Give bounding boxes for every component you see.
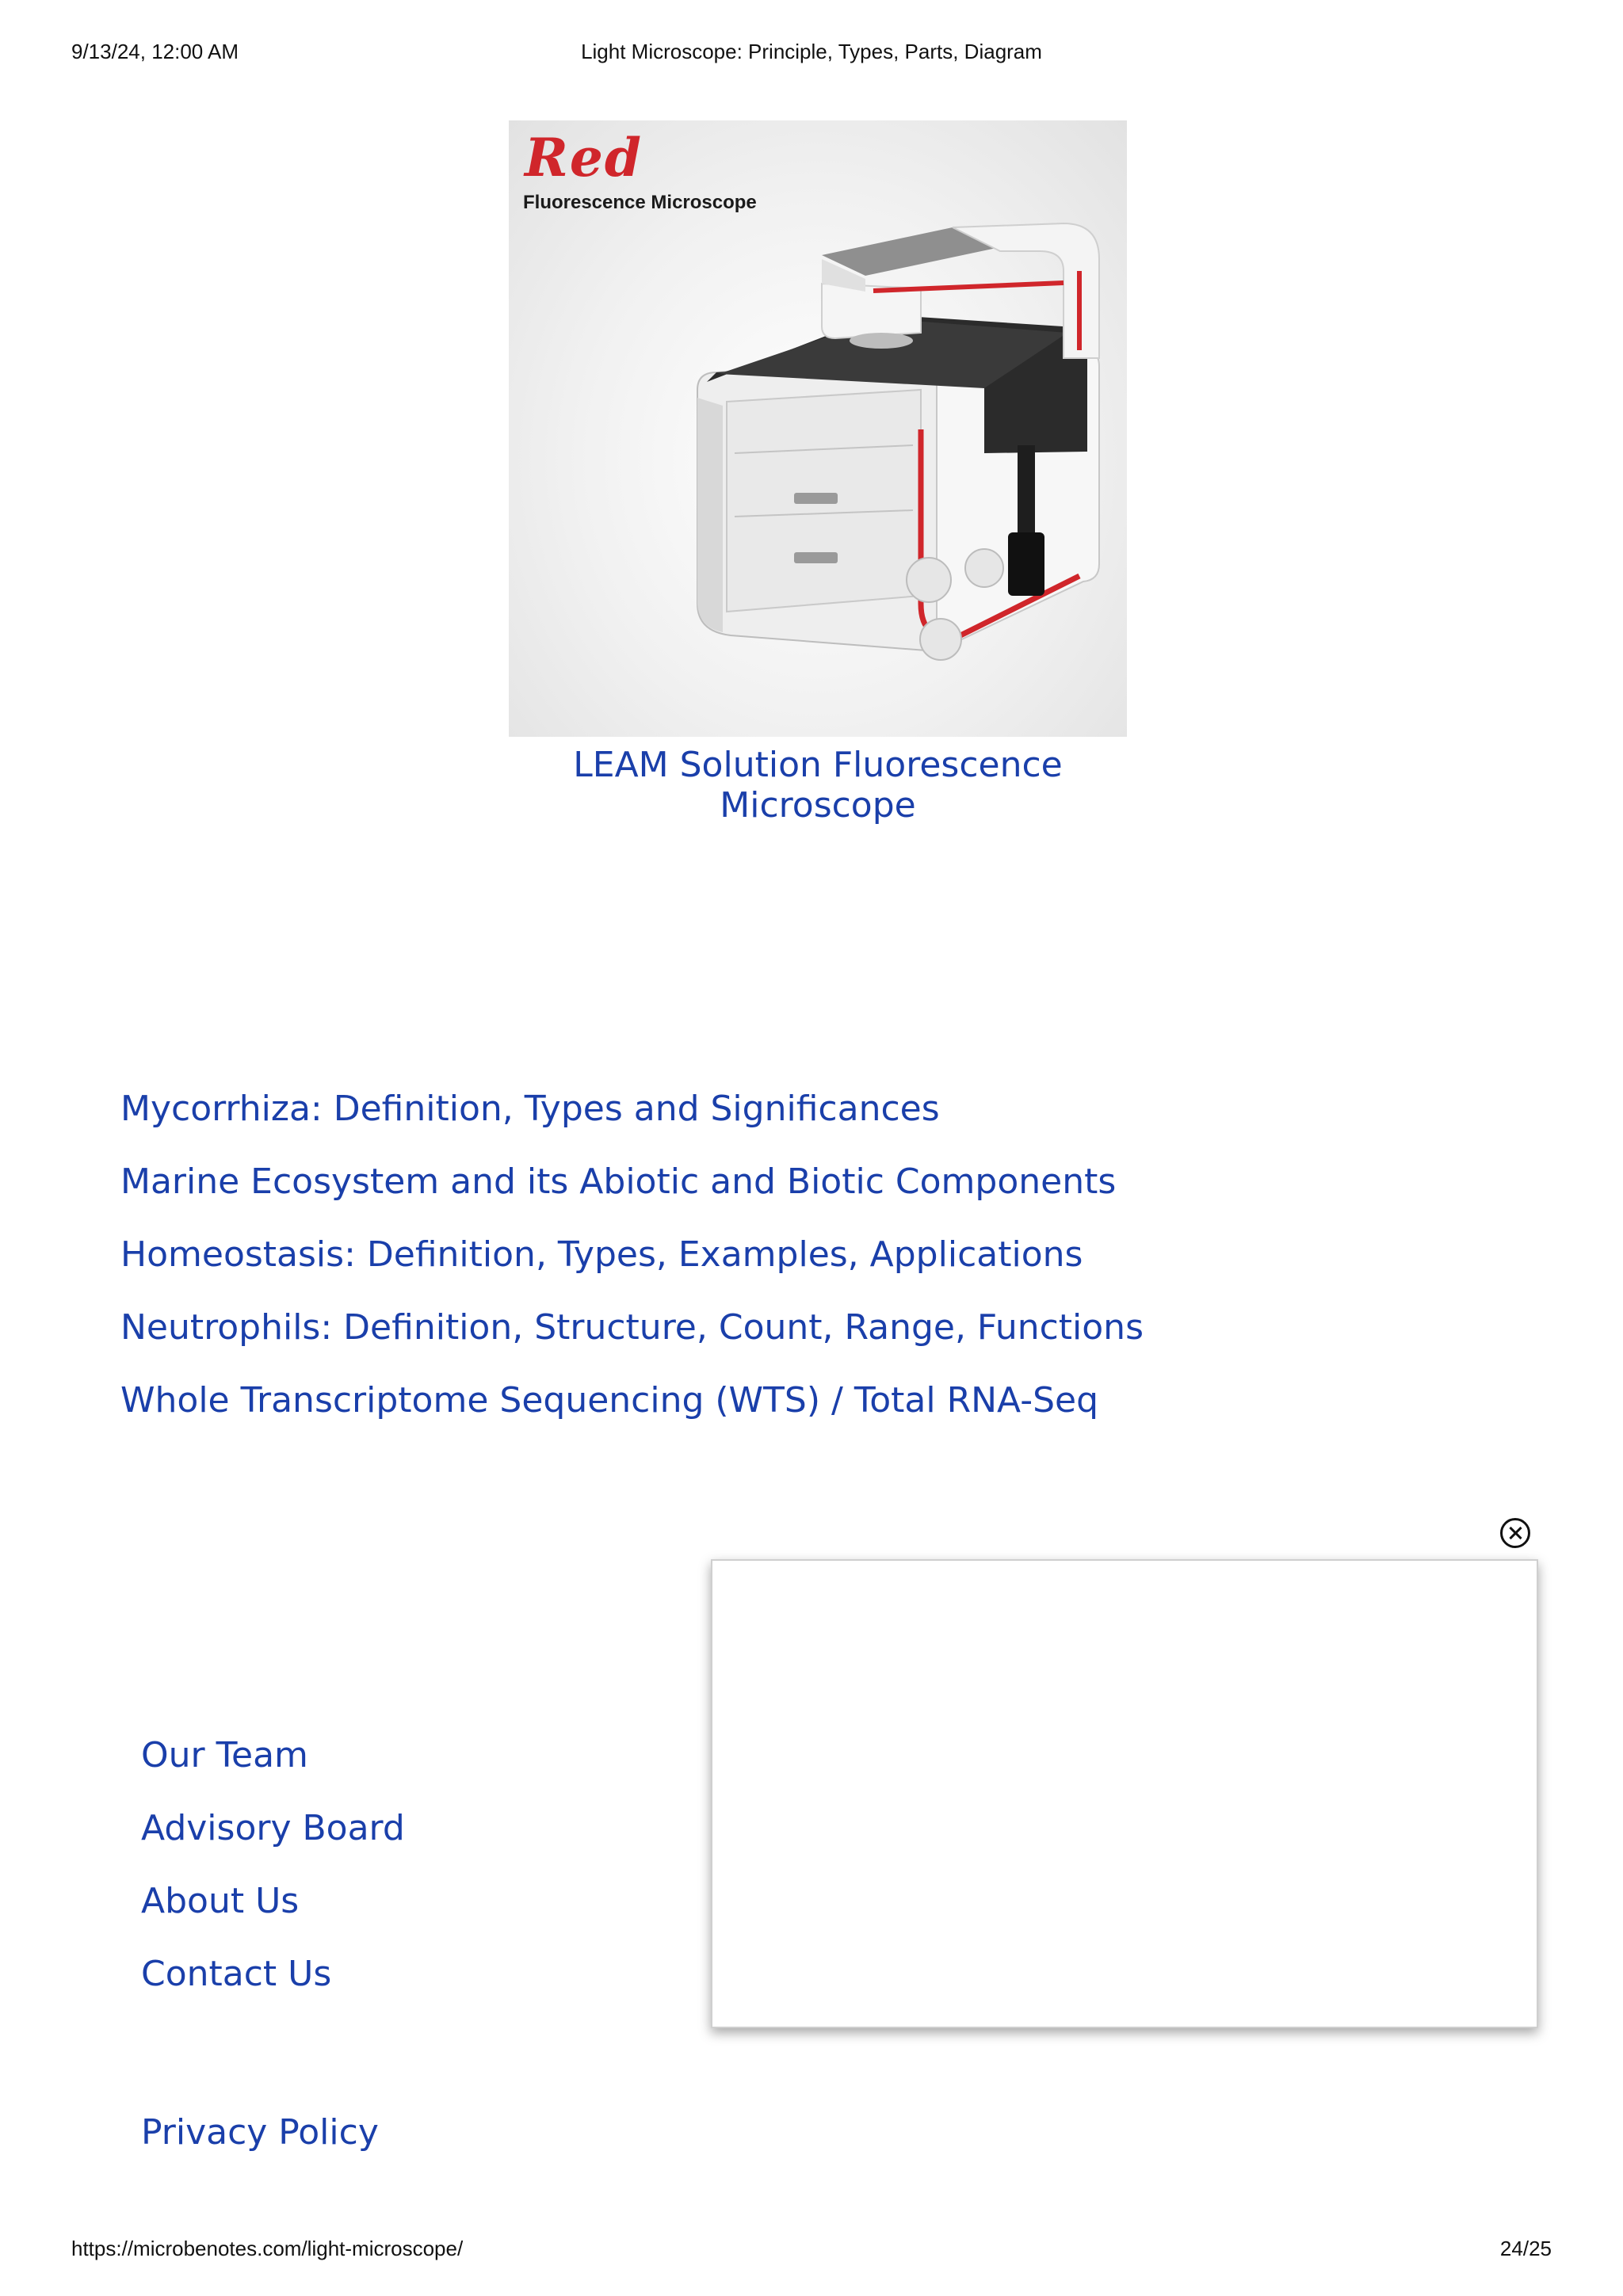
ad-brand-logo: Red — [525, 127, 643, 189]
related-posts-list — [120, 1085, 1144, 1450]
ad-caption-link[interactable]: LEAM Solution Fluorescence Microscope — [573, 745, 1063, 826]
related-post-link[interactable]: Homeostasis: Definition, Types, Examples, Applications — [120, 1234, 1083, 1275]
footer-links-list — [141, 1732, 405, 2023]
related-post-link[interactable]: Marine Ecosystem and its Abiotic and Biotic Components — [120, 1161, 1117, 1202]
footer-link-about-us[interactable]: About Us — [141, 1881, 300, 1921]
print-page-number: 24/25 — [1499, 2237, 1552, 2260]
print-page-title: Light Microscope: Principle, Types, Parts, Diagram — [581, 40, 1042, 63]
ad-product-label: Fluorescence Microscope — [523, 192, 757, 213]
print-datetime: 9/13/24, 12:00 AM — [71, 40, 239, 63]
footer-link-advisory-board[interactable]: Advisory Board — [141, 1808, 405, 1848]
print-url: https://microbenotes.com/light-microscope/ — [71, 2237, 464, 2260]
footer-link-contact-us[interactable]: Contact Us — [141, 1954, 332, 1994]
ad-product-image[interactable] — [509, 120, 1127, 737]
related-post-link[interactable]: Mycorrhiza: Definition, Types and Significances — [120, 1089, 940, 1129]
print-header — [0, 40, 1623, 68]
close-circle-icon[interactable] — [1500, 1518, 1530, 1548]
footer-link-our-team[interactable]: Our Team — [141, 1735, 308, 1775]
privacy-policy-link[interactable]: Privacy Policy — [141, 2112, 379, 2153]
microscope-illustration — [509, 120, 1127, 737]
related-post-link[interactable]: Whole Transcriptome Sequencing (WTS) / Total RNA-Seq — [120, 1380, 1098, 1421]
floating-video-player[interactable] — [711, 1559, 1538, 2028]
print-footer — [0, 2237, 1623, 2265]
related-post-link[interactable]: Neutrophils: Definition, Structure, Count, Range, Functions — [120, 1307, 1144, 1348]
